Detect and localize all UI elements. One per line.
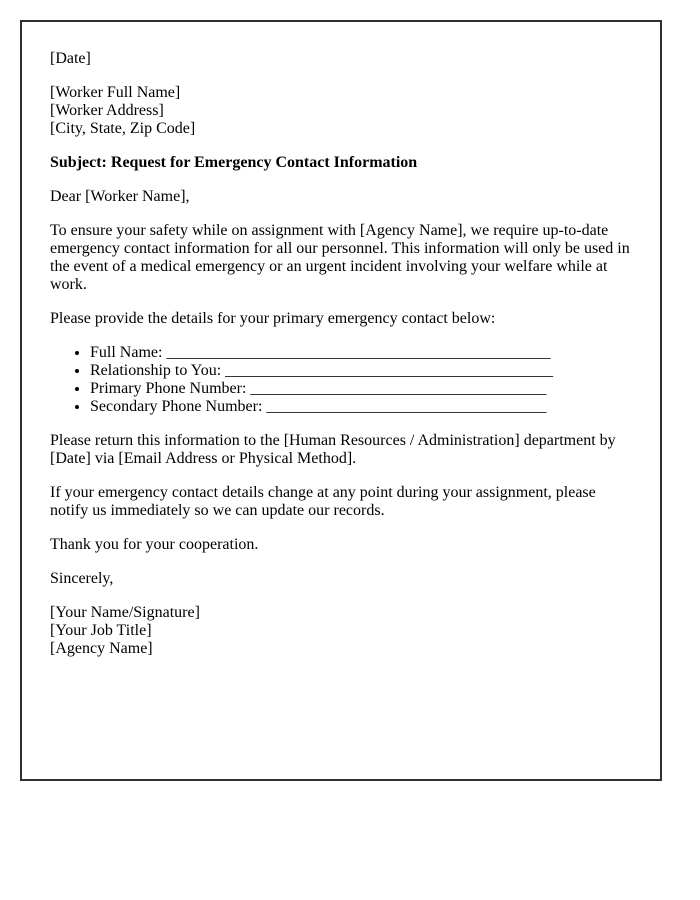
contact-field-secondary-phone: [90, 398, 632, 416]
recipient-block: [50, 84, 632, 138]
signature-job-title-line: [Your Job Title]: [50, 622, 152, 639]
contact-field-primary-phone: [90, 380, 632, 398]
contact-field-full-name: [90, 344, 632, 362]
field-blank-line: _________________________________________: [225, 362, 554, 379]
intro-paragraph: To ensure your safety while on assignment with [Agency Name], we require up-to-date emergency contact information for all our personnel. This information will only be used in the event of a medical emergency or an urgent incident involving your welfare while at work.: [50, 222, 630, 293]
field-blank-line: ________________________________________________: [166, 344, 551, 361]
signature-name-line: [Your Name/Signature]: [50, 604, 200, 621]
signature-agency-line: [Agency Name]: [50, 640, 153, 657]
update-notice-paragraph: If your emergency contact details change at any point during your assignment, please notify us immediately so we can update our records.: [50, 484, 596, 519]
letter-page: [20, 20, 662, 781]
date-line: [Date]: [50, 50, 91, 67]
return-instructions-paragraph: Please return this information to the [Human Resources / Administration] department by [Date] via [Email Address or Physical Method].: [50, 432, 616, 467]
field-label: Relationship to You:: [90, 362, 222, 379]
field-label: Secondary Phone Number:: [90, 398, 263, 415]
field-blank-line: ___________________________________: [266, 398, 547, 415]
field-blank-line: _____________________________________: [250, 380, 547, 397]
recipient-address-line: [Worker Address]: [50, 102, 164, 119]
recipient-name-line: [Worker Full Name]: [50, 84, 181, 101]
closing-line: Sincerely,: [50, 570, 114, 587]
signature-block: [50, 604, 632, 658]
contact-fields-list: [50, 344, 632, 416]
subject-line: Subject: Request for Emergency Contact Information: [50, 154, 418, 171]
recipient-city-state-zip-line: [City, State, Zip Code]: [50, 120, 196, 137]
contact-field-relationship: [90, 362, 632, 380]
provide-details-paragraph: Please provide the details for your primary emergency contact below:: [50, 310, 496, 327]
field-label: Primary Phone Number:: [90, 380, 247, 397]
thanks-paragraph: Thank you for your cooperation.: [50, 536, 259, 553]
field-label: Full Name:: [90, 344, 163, 361]
salutation-line: Dear [Worker Name],: [50, 188, 190, 205]
